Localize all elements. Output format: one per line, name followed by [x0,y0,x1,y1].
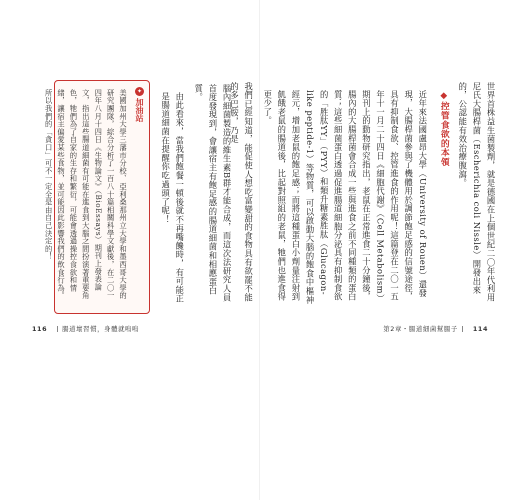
right-page-number: 114 [472,325,488,333]
right-chapter-title: 第2章・腸道細菌幫腸子 [383,325,458,333]
right-opening-paragraph: 世界首株益生菌製劑，就是德國在上個世紀二〇年代利用尼氏大腸桿菌（Escherichia coli Nissle）開發出來的，公認能有效治療腹瀉。 [457,82,496,302]
section-heading: ◆控管食欲的本領 [436,82,451,308]
right-folio [383,324,494,333]
diamond-bullet-icon: ◆ [438,90,449,102]
left-folio [26,324,139,333]
tip-box-text: 美國加州大學三藩市分校、亞利桑那州立大學和墨西哥大學的研究團隊，綜合分析了一百八十篇相關科學文獻後，在二〇一四年八月十四日《生物論文》（BioEssays）期刊上發表論文，指出這些腸道細菌有可能在進食到大腦之間扮演著重要角色，牠們為了自家的生存和繁衍，可能會透過操控食欲和情緒，讓宿主偏愛某些食物，並可能因此影響我們的飲食行為。所以我們的「貪口」可不一定全是由自己決定的！ [44,89,128,300]
right-body-text [229,82,498,308]
lightbulb-icon: ✦ [136,88,143,95]
left-paragraph-1: 腦內細菌製造的維生素B群才能合成，而這次法研究人員首度發現到，會讓宿主有飽足感的腸道細菌和相應蛋白質。 [193,84,232,302]
left-page-number: 116 [32,325,48,333]
tip-box [44,80,150,314]
tip-box-title: ✦加油站 [135,88,144,122]
left-paragraph-2: 由此看來，當我們飽餐一頓後就不再嘴饞時，有可能正是腸道細菌在提醒你吃過頭了呢！ [160,92,185,304]
right-paragraph-1: 近年來法國盧昂大學（University of Rouen）還發現，大腸桿菌參與了機體用於調節飽足感的信號途徑，具有抑制食欲、控管進食的作用呢！這篇登在二〇一五年十一月二十四日《細胞代謝》（Cell Metabolism）期刊上的動物研究指出，老鼠在正常進食二十分鐘後，腸內的大腸桿菌會合成一些與進食之前不同種類的蛋白質；這些細菌蛋白透過促進腸道細胞分泌具有抑制食欲的「胜肽YY」（PYY）和類升糖素胜肽（Glucagon-like peptide-1）等物質，可以啟動大腦的飽食中樞神經元，增加老鼠的飽足感；而將這種蛋白小劑量注射到飢餓老鼠的腸道後，比起對照組的老鼠，牠們也進食得更少了。 [262,90,428,305]
left-book-title: 腸道壞習慣，身體就嗚嗚 [62,325,140,333]
right-page [229,0,520,500]
right-paragraph-2: 我們已經知道，能促使人想吃富變甜的食物具有欲罷不能的多巴胺，乃是 [229,82,254,302]
